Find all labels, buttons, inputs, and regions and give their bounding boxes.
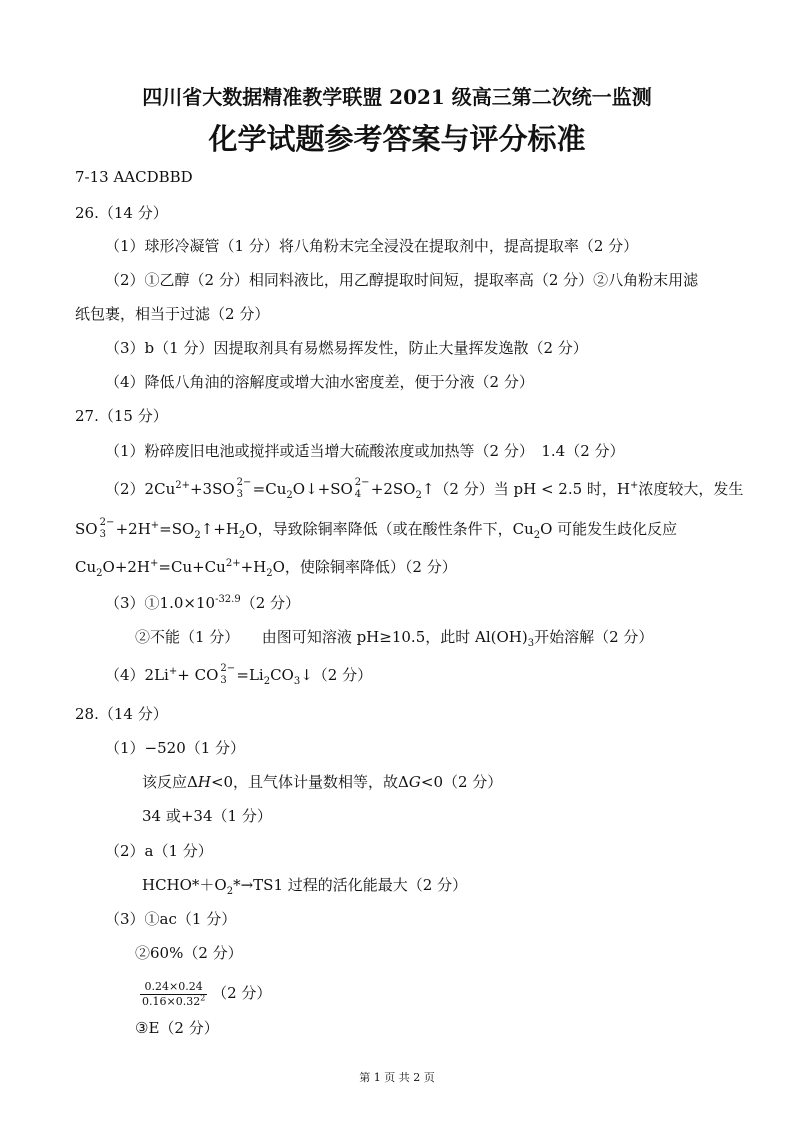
q28-part2-reason: $HCHO*+O_2*\to TS1$ 过程的活化能最大（2 分） — [142, 876, 468, 897]
q28-part3: （3）①ac（1 分） — [105, 910, 237, 928]
page-number: 第 1 页 共 2 页 — [359, 1071, 435, 1084]
q27-part2-disproportionation: $Cu_2O+2H^+=Cu+Cu^{2+}+H_2O$，使除铜率降低）（2 分） — [75, 558, 457, 579]
q26-part2-continued: 纸包裹，相当于过滤（2 分） — [75, 305, 270, 323]
exam-title: 四川省大数据精准教学联盟 2021 级高三第二次统一监测 — [142, 85, 652, 109]
q27-part4-equation: （4）2Li++ CO 2− 3 $=Li_2CO_3↓(2$ 分） — [105, 663, 373, 687]
q28-part1: （1）−520（1 分） — [105, 739, 246, 757]
q28-part3-yield: ②60%（2 分） — [135, 944, 243, 962]
q28-part3-answer-e: ③E（2 分） — [135, 1019, 219, 1037]
q26-part4: （4）降低八角油的溶解度或增大油水密度差，便于分液（2 分） — [105, 373, 534, 391]
q28-heading: 28.（14 分） — [75, 705, 168, 723]
q28-part1-reason: 该反应ΔH<0，且气体计量数相等，故ΔG<0（2 分） — [142, 773, 503, 791]
q27-part2-equation: $(2)2Cu^{2+}+3SO$ 2− 3 $=Cu_2O↓+SO$ 2− 4 $+2SO_2↑(2$ 分）当 pH < 2.5 时，H+浓度较大，发生 — [105, 477, 744, 501]
q28-part2: （2）a（1 分） — [105, 842, 213, 860]
multiple-choice-answers: 7-13 AACDBBD — [75, 168, 193, 186]
q28-part3-equilibrium-constant: $\frac{0.24\times 0.24}{0.16\times 0.32^2}$ （2 分） — [142, 979, 272, 1008]
q27-heading: 27.（15 分） — [75, 407, 168, 425]
document-title: 化学试题参考答案与评分标准 — [208, 122, 586, 156]
q27-part2-side-reaction: SO 2− 3 $+2H^+=SO_2↑+H_2O$，导致除铜率降低（或在酸性条件下，$Cu_2O$ 可能发生歧化反应 — [75, 517, 678, 541]
kp-fraction: $\frac{0.24\times 0.24}{0.16\times 0.32^2}$ — [142, 979, 206, 1008]
q27-part3-ksp: $(3)①1.0\times 10^{-32.9}(2$ 分） — [105, 594, 301, 612]
q27-part1: （1）粉碎废旧电池或搅拌或适当增大硫酸浓度或加热等（2 分） 1.4（2 分） — [105, 442, 625, 460]
q27-part3-explanation: ②不能（1 分） 由图可知溶液 pH≥10.5，此时 $Al(OH)_3$开始溶解（2 分） — [135, 628, 654, 649]
q26-part2: （2）①乙醇（2 分）相同料液比，用乙醇提取时间短，提取率高（2 分）②八角粉末用滤 — [105, 271, 699, 289]
q26-part3: （3）b（1 分）因提取剂具有易燃易挥发性，防止大量挥发逸散（2 分） — [105, 339, 588, 357]
q26-heading: 26.（14 分） — [75, 204, 168, 222]
q28-part1-value: 34 或+34（1 分） — [142, 807, 272, 825]
q26-part1: （1）球形冷凝管（1 分）将八角粉末完全浸没在提取剂中，提高提取率（2 分） — [105, 237, 639, 255]
